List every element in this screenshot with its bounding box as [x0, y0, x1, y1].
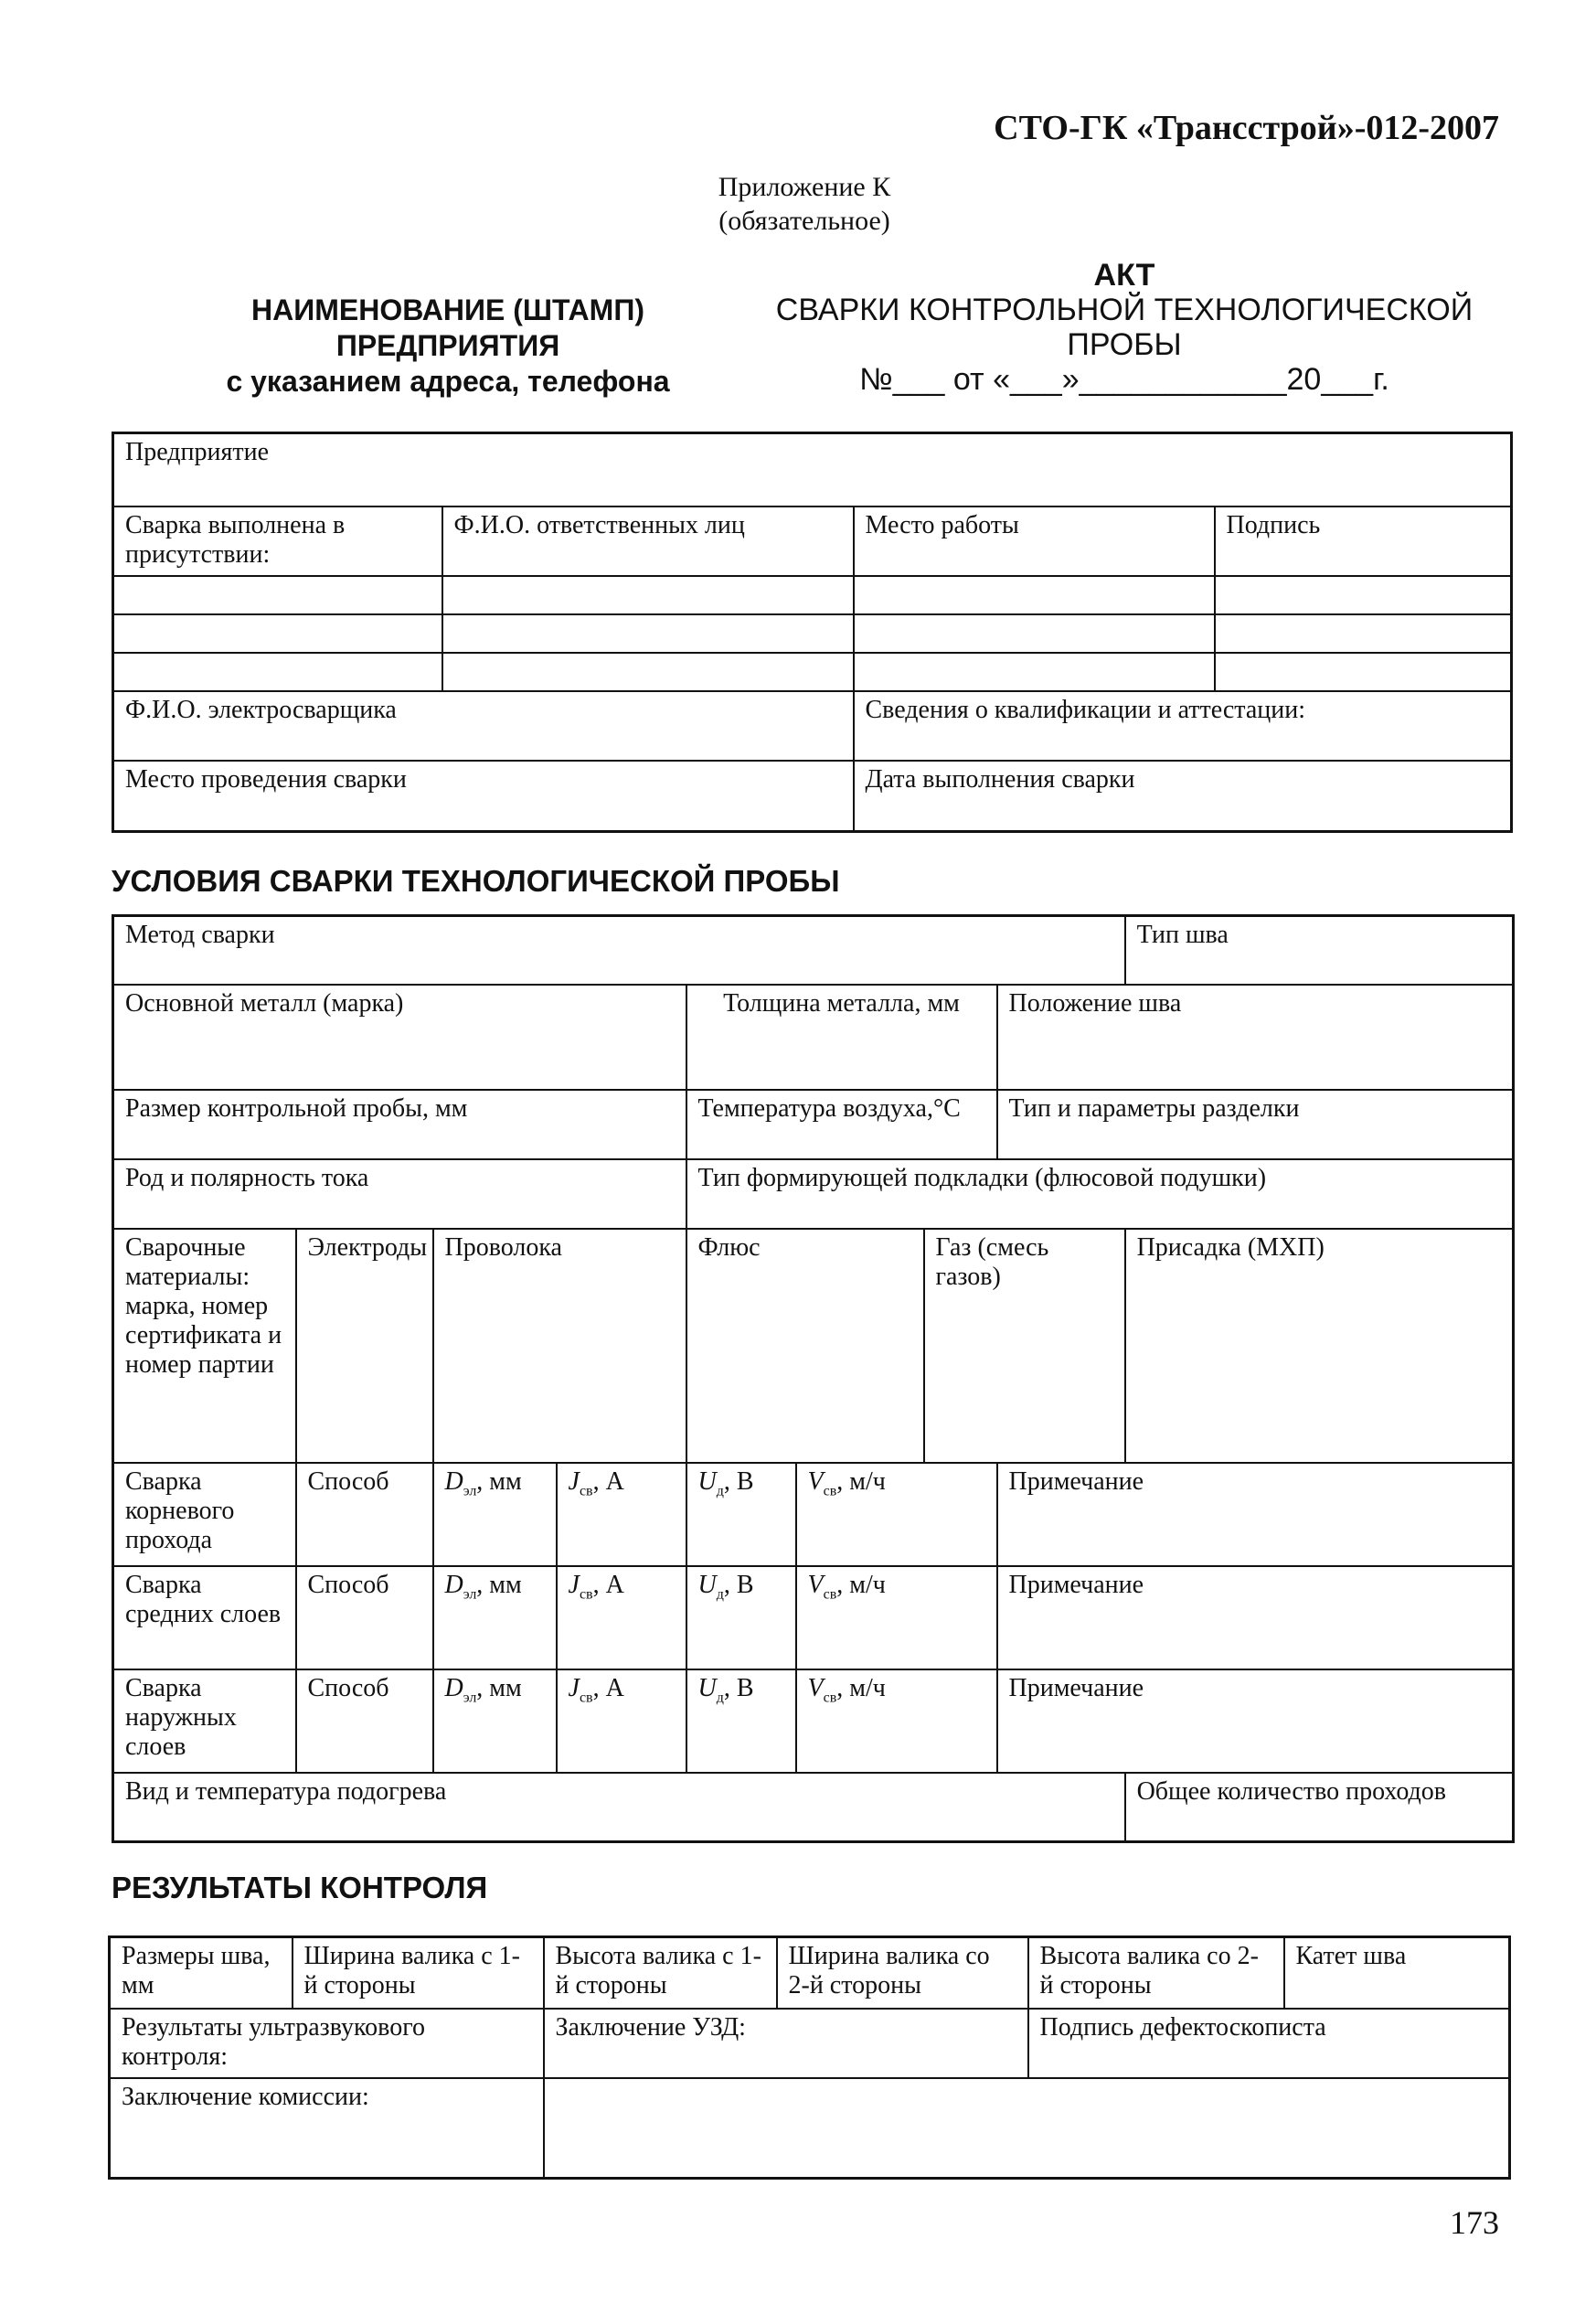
j-symbol: J: [568, 1466, 580, 1496]
groove-label: Тип и параметры разделки: [1008, 1093, 1300, 1123]
root-pass-row: [113, 1463, 1514, 1566]
conditions-heading: УСЛОВИЯ СВАРКИ ТЕХНОЛОГИЧЕСКОЙ ПРОБЫ: [112, 864, 840, 898]
qualification-cell[interactable]: [854, 691, 1512, 761]
weld-place-cell[interactable]: [113, 761, 854, 832]
v-symbol: V: [807, 1466, 824, 1496]
leg-cell[interactable]: [1284, 1937, 1510, 2009]
width1-label: Ширина валика с 1-й стороны: [303, 1942, 520, 1999]
groove-cell[interactable]: [997, 1090, 1514, 1159]
u-subscript: д: [716, 1690, 724, 1706]
blank-cell[interactable]: [1215, 614, 1512, 653]
appendix-line1: Приложение К: [718, 172, 891, 202]
j-unit: , А: [592, 1673, 624, 1702]
middle-layers-row: [113, 1566, 1514, 1669]
u-symbol: U: [697, 1466, 717, 1496]
act-title-block: [750, 258, 1499, 397]
results-heading: РЕЗУЛЬТАТЫ КОНТРОЛЯ: [112, 1871, 488, 1904]
j-unit: , А: [592, 1466, 624, 1496]
blank-cell[interactable]: [113, 614, 442, 653]
seam-position-label: Положение шва: [1008, 988, 1182, 1018]
gas-label: Газ (смесь газов): [935, 1232, 1049, 1291]
commission-value-cell[interactable]: [544, 2078, 1510, 2179]
v-subscript: св: [823, 1483, 837, 1499]
v-subscript: св: [823, 1690, 837, 1706]
j-subscript: св: [579, 1586, 593, 1603]
welder-name-label: Ф.И.О. электросварщика: [125, 695, 397, 724]
flaw-signature-cell[interactable]: [1028, 2009, 1510, 2078]
u-symbol: U: [697, 1673, 717, 1702]
d-unit: , мм: [476, 1466, 522, 1496]
document-code: СТО-ГК «Трансстрой»-012-2007: [994, 109, 1499, 147]
blank-cell[interactable]: [113, 576, 442, 614]
company-stamp-placeholder: [128, 293, 768, 400]
workplace-header: Место работы: [854, 507, 1215, 576]
d-symbol: D: [444, 1673, 463, 1702]
page-number: 173: [1450, 2204, 1499, 2241]
v-symbol: V: [807, 1673, 824, 1702]
flux-cell[interactable]: [686, 1229, 924, 1463]
j-subscript: св: [579, 1690, 593, 1706]
height1-label: Высота валика с 1-й стороны: [555, 1942, 761, 1999]
welding-conditions-table: [112, 914, 1515, 1843]
act-title: АКТ: [1093, 258, 1155, 293]
wire-cell[interactable]: [433, 1229, 686, 1463]
row-label: Сварка корневого прохода: [113, 1463, 296, 1566]
method-col-cell[interactable]: [296, 1669, 433, 1773]
responsible-header: Ф.И.О. ответственных лиц: [442, 507, 854, 576]
v-unit: , м/ч: [836, 1673, 886, 1702]
electrodes-label: Электроды: [307, 1232, 428, 1262]
width2-cell[interactable]: [777, 1937, 1028, 2009]
note-cell[interactable]: [997, 1669, 1514, 1773]
electrode-diameter-cell[interactable]: [433, 1566, 557, 1669]
electrodes-cell[interactable]: [296, 1229, 433, 1463]
base-metal-label: Основной металл (марка): [125, 988, 404, 1018]
seam-size-label: Размеры шва, мм: [110, 1937, 293, 2009]
u-symbol: U: [697, 1570, 717, 1599]
base-metal-cell[interactable]: [113, 985, 686, 1090]
ultrasound-cell[interactable]: [110, 2009, 544, 2078]
v-subscript: св: [823, 1586, 837, 1603]
d-symbol: D: [444, 1466, 463, 1496]
sample-size-cell[interactable]: [113, 1090, 686, 1159]
height2-cell[interactable]: [1028, 1937, 1284, 2009]
thickness-label: Толщина металла, мм: [723, 988, 960, 1018]
height1-cell[interactable]: [544, 1937, 777, 2009]
electrode-diameter-cell[interactable]: [433, 1669, 557, 1773]
width2-label: Ширина валика со 2-й стороны: [788, 1942, 990, 1999]
u-unit: , В: [723, 1466, 754, 1496]
blank-cell[interactable]: [854, 614, 1215, 653]
seam-type-label: Тип шва: [1136, 921, 1229, 949]
row-label: Сварка наружных слоев: [113, 1669, 296, 1773]
ultrasound-label: Результаты ультразвукового контроля:: [122, 2012, 425, 2071]
note-cell[interactable]: [997, 1566, 1514, 1669]
air-temp-cell[interactable]: [686, 1090, 997, 1159]
weld-place-label: Место проведения сварки: [125, 764, 407, 794]
blank-cell[interactable]: [113, 653, 442, 691]
d-subscript: эл: [463, 1690, 477, 1706]
flaw-signature-label: Подпись дефектоскописта: [1039, 2012, 1326, 2042]
flux-label: Флюс: [697, 1232, 761, 1262]
signature-header: Подпись: [1215, 507, 1512, 576]
method-col-cell[interactable]: [296, 1566, 433, 1669]
speed-cell[interactable]: [796, 1669, 997, 1773]
materials-label: Сварочные материалы: марка, номер сертификата и номер партии: [113, 1229, 296, 1463]
v-unit: , м/ч: [836, 1466, 886, 1496]
d-subscript: эл: [463, 1586, 477, 1603]
voltage-cell[interactable]: [686, 1669, 796, 1773]
appendix-line2: (обязательное): [718, 206, 890, 236]
electrode-diameter-cell[interactable]: [433, 1463, 557, 1566]
u-unit: , В: [723, 1673, 754, 1702]
blank-cell[interactable]: [442, 576, 854, 614]
note-cell[interactable]: [997, 1463, 1514, 1566]
act-number-line: №___ от «___»____________20___г.: [859, 362, 1389, 397]
method-col-label: Способ: [307, 1466, 389, 1496]
blank-cell[interactable]: [854, 653, 1215, 691]
passes-label: Общее количество проходов: [1136, 1776, 1446, 1806]
act-subtitle-line1: СВАРКИ КОНТРОЛЬНОЙ ТЕХНОЛОГИЧЕСКОЙ: [775, 293, 1474, 327]
preheat-label: Вид и температура подогрева: [125, 1776, 447, 1806]
thickness-cell[interactable]: [686, 985, 997, 1090]
row-label: Сварка средних слоев: [113, 1566, 296, 1669]
blank-cell[interactable]: [442, 614, 854, 653]
enterprise-cell[interactable]: Предприятие: [113, 433, 1512, 507]
wire-label: Проволока: [444, 1232, 562, 1262]
note-label: Примечание: [1008, 1570, 1144, 1599]
sample-size-label: Размер контрольной пробы, мм: [125, 1093, 468, 1123]
j-symbol: J: [568, 1570, 580, 1599]
blank-cell[interactable]: [1215, 576, 1512, 614]
j-unit: , А: [592, 1570, 624, 1599]
current-label: Род и полярность тока: [125, 1163, 369, 1192]
u-subscript: д: [716, 1586, 724, 1603]
additive-cell[interactable]: [1125, 1229, 1514, 1463]
speed-cell[interactable]: [796, 1566, 997, 1669]
speed-cell[interactable]: [796, 1463, 997, 1566]
j-symbol: J: [568, 1673, 580, 1702]
air-temp-label: Температура воздуха,°С: [697, 1093, 961, 1123]
d-subscript: эл: [463, 1483, 477, 1499]
stamp-line3: с указанием адреса, телефона: [226, 365, 670, 398]
note-label: Примечание: [1008, 1673, 1144, 1702]
weld-method-label: Метод сварки: [125, 921, 275, 949]
d-unit: , мм: [476, 1570, 522, 1599]
backing-label: Тип формирующей подкладки (флюсовой подушки): [697, 1163, 1267, 1192]
additive-label: Присадка (МХП): [1136, 1232, 1325, 1262]
weld-date-label: Дата выполнения сварки: [865, 764, 1135, 794]
appendix-label: [640, 170, 969, 238]
method-col-label: Способ: [307, 1570, 389, 1599]
u-subscript: д: [716, 1483, 724, 1499]
uzd-conclusion-label: Заключение УЗД:: [555, 2012, 746, 2042]
leg-label: Катет шва: [1295, 1942, 1407, 1970]
note-label: Примечание: [1008, 1466, 1144, 1496]
weld-method-cell[interactable]: [113, 916, 1125, 985]
participants-table: [112, 432, 1513, 833]
stamp-line1: НАИМЕНОВАНИЕ (ШТАМП): [251, 293, 644, 326]
d-symbol: D: [444, 1570, 463, 1599]
seam-position-cell[interactable]: [997, 985, 1514, 1090]
v-symbol: V: [807, 1570, 824, 1599]
method-col-label: Способ: [307, 1673, 389, 1702]
commission-cell[interactable]: [110, 2078, 544, 2179]
u-unit: , В: [723, 1570, 754, 1599]
act-subtitle-line2: ПРОБЫ: [1067, 327, 1182, 362]
blank-cell[interactable]: [442, 653, 854, 691]
width1-cell[interactable]: [293, 1937, 544, 2009]
seam-type-cell[interactable]: [1125, 916, 1514, 985]
j-subscript: св: [579, 1483, 593, 1499]
welder-name-cell[interactable]: [113, 691, 854, 761]
stamp-line2: ПРЕДПРИЯТИЯ: [335, 329, 560, 362]
weld-date-cell[interactable]: [854, 761, 1512, 832]
blank-cell[interactable]: [854, 576, 1215, 614]
gas-cell[interactable]: [924, 1229, 1125, 1463]
current-value-cell[interactable]: [557, 1669, 686, 1773]
commission-label: Заключение комиссии:: [122, 2082, 369, 2111]
passes-cell[interactable]: [1125, 1773, 1514, 1842]
current-value-cell[interactable]: [557, 1463, 686, 1566]
current-value-cell[interactable]: [557, 1566, 686, 1669]
backing-cell[interactable]: [686, 1159, 1514, 1229]
height2-label: Высота валика со 2-й стороны: [1039, 1942, 1259, 1999]
uzd-conclusion-cell[interactable]: [544, 2009, 1028, 2078]
v-unit: , м/ч: [836, 1570, 886, 1599]
preheat-cell[interactable]: [113, 1773, 1125, 1842]
qualification-label: Сведения о квалификации и аттестации:: [865, 695, 1306, 724]
inspection-results-table: [108, 1935, 1511, 2180]
voltage-cell[interactable]: [686, 1463, 796, 1566]
blank-cell[interactable]: [1215, 653, 1512, 691]
voltage-cell[interactable]: [686, 1566, 796, 1669]
outer-layers-row: [113, 1669, 1514, 1773]
method-col-cell[interactable]: [296, 1463, 433, 1566]
current-cell[interactable]: [113, 1159, 686, 1229]
d-unit: , мм: [476, 1673, 522, 1702]
presence-label: Сварка выполнена в присутствии:: [113, 507, 442, 576]
